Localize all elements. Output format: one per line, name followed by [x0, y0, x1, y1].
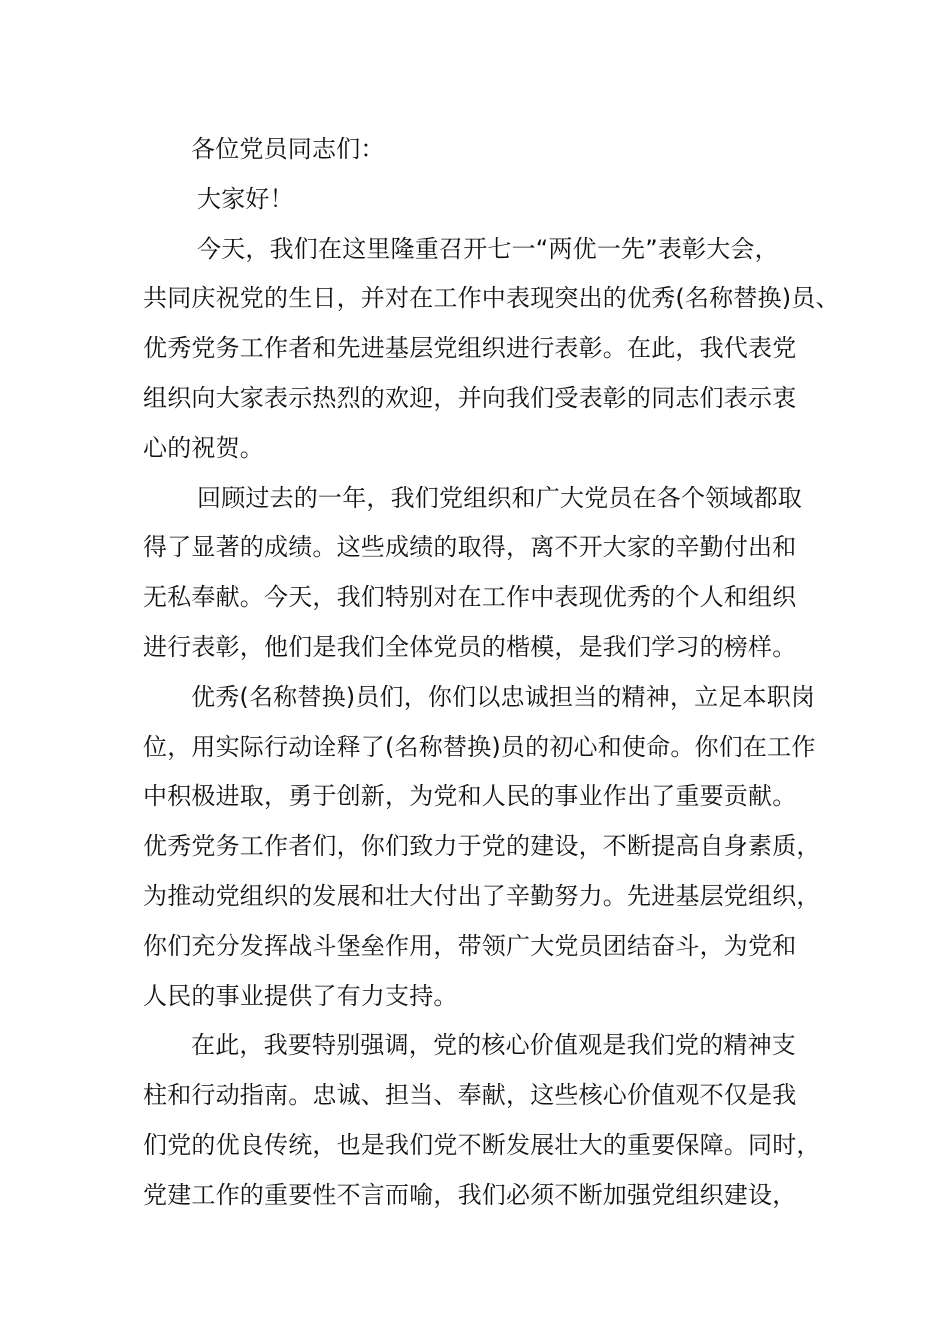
- paragraph-line: 柱和行动指南。忠诚、担当、奉献，这些核心价值观不仅是我: [143, 1081, 797, 1110]
- paragraph-line: 今天，我们在这里隆重召开七一“两优一先”表彰大会，: [197, 234, 779, 263]
- paragraph-line: 人民的事业提供了有力支持。: [143, 981, 458, 1010]
- paragraph-line: 优秀党务工作者们，你们致力于党的建设，不断提高自身素质，: [143, 832, 821, 861]
- paragraph-line: 优秀(名称替换)员们，你们以忠诚担当的精神，立足本职岗: [191, 682, 816, 711]
- paragraph-line: 为推动党组织的发展和壮大付出了辛勤努力。先进基层党组织，: [143, 881, 821, 910]
- paragraph-line: 心的祝贺。: [143, 433, 264, 462]
- greeting: 大家好！: [197, 184, 294, 213]
- paragraph-line: 在此，我要特别强调，党的核心价值观是我们党的精神支: [191, 1031, 796, 1060]
- paragraph-line: 们党的优良传统，也是我们党不断发展壮大的重要保障。同时，: [143, 1130, 821, 1159]
- paragraph-line: 你们充分发挥战斗堡垒作用，带领广大党员团结奋斗，为党和: [143, 931, 797, 960]
- paragraph-line: 中积极进取，勇于创新，为党和人民的事业作出了重要贡献。: [143, 782, 797, 811]
- speech-body: [143, 125, 840, 1221]
- paragraph-line: 无私奉献。今天，我们特别对在工作中表现优秀的个人和组织: [143, 583, 797, 612]
- paragraph-line: 位，用实际行动诠释了(名称替换)员的初心和使命。你们在工作: [143, 732, 816, 761]
- paragraph-line: 得了显著的成绩。这些成绩的取得，离不开大家的辛勤付出和: [143, 533, 797, 562]
- paragraph-line: 共同庆祝党的生日，并对在工作中表现突出的优秀(名称替换)员、: [143, 284, 840, 313]
- salutation: 各位党员同志们：: [191, 135, 385, 163]
- paragraph-line: 回顾过去的一年，我们党组织和广大党员在各个领域都取: [197, 483, 802, 512]
- paragraph-line: 组织向大家表示热烈的欢迎，并向我们受表彰的同志们表示衷: [143, 383, 797, 412]
- paragraph-line: 优秀党务工作者和先进基层党组织进行表彰。在此，我代表党: [143, 334, 797, 363]
- paragraph-line: 进行表彰，他们是我们全体党员的楷模，是我们学习的榜样。: [143, 632, 797, 661]
- paragraph-line: 党建工作的重要性不言而喻，我们必须不断加强党组织建设，: [143, 1180, 797, 1209]
